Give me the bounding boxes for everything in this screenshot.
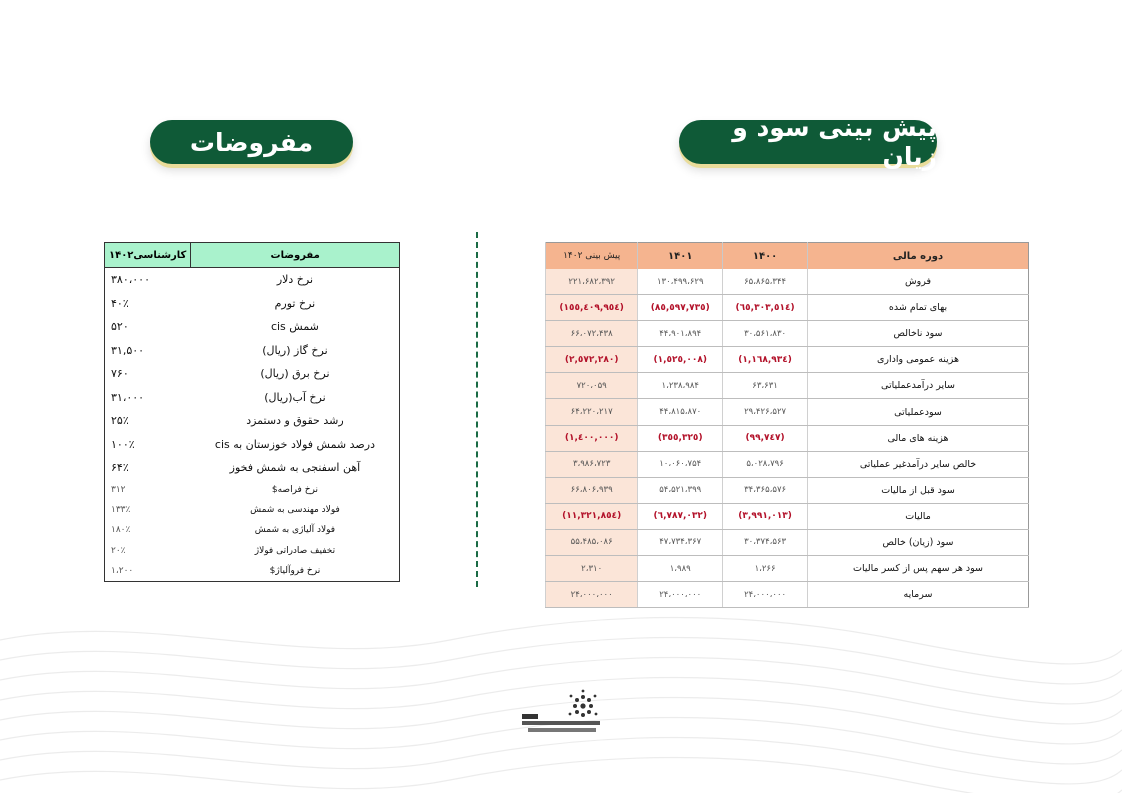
pl-item-label: سودعملیاتی	[808, 399, 1029, 425]
assumption-label: نرخ گاز (ریال)	[262, 343, 328, 357]
pl-row	[546, 347, 1029, 373]
pl-forecast-cell: (١١,٣٢١,٨٥٤)	[546, 503, 638, 529]
assumption-label: نرخ دلار	[276, 273, 314, 287]
profit-loss-title: پیش بینی سود و زیان	[679, 120, 937, 164]
header-forecast-1402: پیش بینی ۱۴۰۲	[546, 243, 638, 270]
assumption-value: ۲۵٪	[111, 414, 129, 428]
pl-row	[546, 373, 1029, 399]
assumption-label: فولاد مهندسی به شمش	[250, 504, 340, 515]
assumption-value: ۷۶۰	[111, 367, 129, 381]
pl-1401-cell: ۴۴،۹۰۱،۸۹۴	[638, 321, 723, 347]
assumption-row	[105, 480, 400, 500]
assumptions-title: مفروضات	[150, 120, 353, 164]
pl-forecast-cell: ۶۴،۲۲۰،۲۱۷	[546, 399, 638, 425]
pl-row	[546, 425, 1029, 451]
pl-item-label: خالص سایر درآمدغیر عملیاتی	[808, 451, 1029, 477]
pl-item-label: سود (زیان) خالص	[808, 529, 1029, 555]
assumption-row	[105, 540, 400, 560]
assumption-label: نرخ فراصه$	[271, 484, 318, 495]
assumption-label: نرخ فروآلیاژ$	[269, 565, 321, 576]
pl-header-row	[546, 243, 1029, 270]
header-fiscal-period: دوره مالی	[808, 243, 1029, 270]
pl-forecast-cell: ۲،۳۱۰	[546, 556, 638, 582]
pl-item-label: سرمایه	[808, 582, 1029, 608]
pl-row	[546, 295, 1029, 321]
header-expert-1402: کارشناسی۱۴۰۲	[105, 243, 191, 268]
header-assumptions: مفروضات	[191, 243, 400, 268]
assumption-row	[105, 500, 400, 520]
assumption-value: ۱۸۰٪	[111, 525, 131, 536]
pl-forecast-cell: ۳،۹۸۶،۷۲۳	[546, 451, 638, 477]
pl-row	[546, 399, 1029, 425]
pl-1400-cell: (١,١٦٨,٩٣٤)	[723, 347, 808, 373]
assumption-row	[105, 362, 400, 386]
assumption-row	[105, 433, 400, 457]
pl-item-label: فروش	[808, 269, 1029, 295]
pl-1401-cell: ۱،۹۸۹	[638, 556, 723, 582]
pl-forecast-cell: ۶۶،۸۰۶،۹۳۹	[546, 477, 638, 503]
assumption-label: نرخ تورم	[274, 296, 316, 310]
pl-1401-cell: ۲۴،۰۰۰،۰۰۰	[638, 582, 723, 608]
assumption-row	[105, 268, 400, 292]
assumption-label: تخفیف صادراتی فولاژ	[254, 545, 336, 556]
assumption-row	[105, 315, 400, 339]
assumption-value: ۵۲۰	[111, 320, 129, 334]
assumption-value: ۱۰۰٪	[111, 437, 135, 451]
pl-forecast-cell: ۵۵،۴۸۵،۰۸۶	[546, 529, 638, 555]
pl-1401-cell: (٦,٧٨٧,٠٣٢)	[638, 503, 723, 529]
pl-forecast-cell: ۲۴،۰۰۰،۰۰۰	[546, 582, 638, 608]
assumption-label: شمش cis	[270, 320, 319, 334]
assumption-row	[105, 409, 400, 433]
pl-row	[546, 529, 1029, 555]
pl-item-label: هزینه های مالی	[808, 425, 1029, 451]
pl-1400-cell: ۲۹،۴۲۶،۵۲۷	[723, 399, 808, 425]
pl-forecast-cell: ۲۲۱،۶۸۲،۳۹۲	[546, 269, 638, 295]
pl-forecast-cell: (١,٤٠٠,٠٠٠)	[546, 425, 638, 451]
pl-1400-cell: (٣,٩٩١,٠١٣)	[723, 503, 808, 529]
assumption-row	[105, 339, 400, 363]
pl-1401-cell: ۵۴،۵۲۱،۳۹۹	[638, 477, 723, 503]
pl-1400-cell: ۱،۲۶۶	[723, 556, 808, 582]
pl-row	[546, 269, 1029, 295]
pl-1400-cell: ۳۰،۵۶۱،۸۳۰	[723, 321, 808, 347]
pl-row	[546, 321, 1029, 347]
pl-1400-cell: (٦٥,٣٠٣,٥١٤)	[723, 295, 808, 321]
pl-item-label: سایر درآمدعملیاتی	[808, 373, 1029, 399]
pl-1401-cell: (٣٥٥,٣٢٥)	[638, 425, 723, 451]
pl-1400-cell: ۶۵،۸۶۵،۳۴۴	[723, 269, 808, 295]
assumption-row	[105, 386, 400, 410]
pl-forecast-cell: ۶۶،۰۷۲،۴۳۸	[546, 321, 638, 347]
assumption-label: نرخ برق (ریال)	[260, 367, 330, 381]
pl-1401-cell: ۱،۲۳۸،۹۸۴	[638, 373, 723, 399]
pl-1401-cell: ۴۴،۸۱۵،۸۷۰	[638, 399, 723, 425]
pl-1401-cell: ۴۷،۷۳۴،۳۶۷	[638, 529, 723, 555]
header-1401: ۱۴۰۱	[638, 243, 723, 270]
pl-item-label: هزینه عمومی واداری	[808, 347, 1029, 373]
pl-row	[546, 556, 1029, 582]
assumption-value: ۳۸۰،۰۰۰	[111, 273, 150, 287]
profit-loss-table	[545, 242, 1029, 608]
assumption-label: آهن اسفنجی به شمش فخوز	[229, 461, 361, 475]
pl-row	[546, 503, 1029, 529]
pl-1400-cell: ۳۴،۳۶۵،۵۷۶	[723, 477, 808, 503]
pl-1400-cell: (٩٩,٧٤٧)	[723, 425, 808, 451]
pl-forecast-cell: ۷۲۰،۰۵۹	[546, 373, 638, 399]
assumption-value: ۳۱۲	[111, 484, 126, 495]
assumption-row	[105, 456, 400, 480]
assumption-row	[105, 561, 400, 582]
pl-row	[546, 477, 1029, 503]
pl-item-label: سود ناخالص	[808, 321, 1029, 347]
assumption-value: ۴۰٪	[111, 296, 129, 310]
pl-item-label: بهای تمام شده	[808, 295, 1029, 321]
pl-1400-cell: ۶۳،۶۳۱	[723, 373, 808, 399]
section-divider	[476, 232, 478, 587]
pl-1400-cell: ۲۴،۰۰۰،۰۰۰	[723, 582, 808, 608]
assumption-value: ۶۴٪	[111, 461, 129, 475]
pl-1401-cell: ۱۳۰،۴۹۹،۶۲۹	[638, 269, 723, 295]
pl-1401-cell: (٨٥,٥٩٧,٧٣٥)	[638, 295, 723, 321]
assumptions-table	[104, 242, 400, 582]
assumption-value: ۲۰٪	[111, 545, 126, 556]
pl-item-label: سود قبل از مالیات	[808, 477, 1029, 503]
pl-forecast-cell: (١٥٥,٤٠٩,٩٥٤)	[546, 295, 638, 321]
pl-forecast-cell: (٢,٥٧٢,٢٨٠)	[546, 347, 638, 373]
header-1400: ۱۴۰۰	[723, 243, 808, 270]
assumption-value: ۱،۲۰۰	[111, 565, 134, 576]
pl-row	[546, 451, 1029, 477]
assumption-value: ۳۱,۵۰۰	[111, 343, 145, 357]
assumption-value: ۱۳۳٪	[111, 504, 131, 515]
pl-1401-cell: (١,٥٢٥,٠٠٨)	[638, 347, 723, 373]
assumption-value: ۳۱،۰۰۰	[111, 390, 145, 404]
assumption-label: رشد حقوق و دستمزد	[246, 414, 344, 428]
pl-item-label: سود هر سهم پس از کسر مالیات	[808, 556, 1029, 582]
assumptions-header-row	[105, 243, 400, 268]
pl-item-label: مالیات	[808, 503, 1029, 529]
company-logo	[520, 688, 602, 738]
pl-1400-cell: ۳۰،۳۷۴،۵۶۳	[723, 529, 808, 555]
assumption-label: درصد شمش فولاد خوزستان به cis	[214, 437, 375, 451]
assumption-label: نرخ آب(ریال)	[264, 390, 326, 404]
assumption-row	[105, 520, 400, 540]
assumption-label: فولاد آلیاژی به شمش	[254, 525, 336, 536]
pl-row	[546, 582, 1029, 608]
pl-1400-cell: ۵،۰۲۸،۷۹۶	[723, 451, 808, 477]
pl-1401-cell: ۱۰،۰۶۰،۷۵۴	[638, 451, 723, 477]
assumption-row	[105, 292, 400, 316]
